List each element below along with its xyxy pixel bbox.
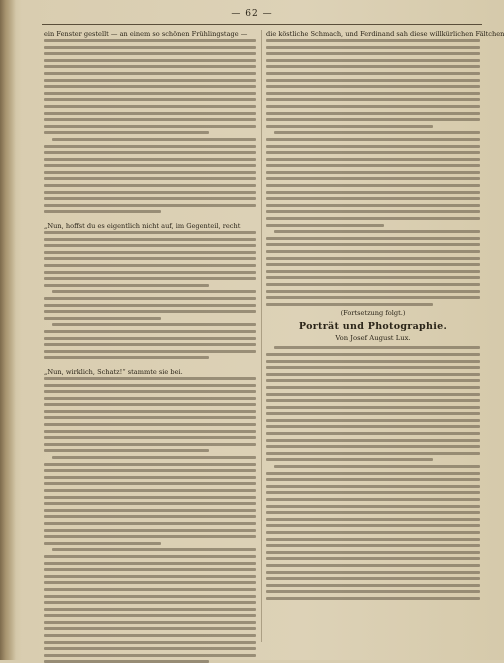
article-body bbox=[266, 346, 480, 600]
page-binding-shadow bbox=[0, 0, 16, 660]
header-rule bbox=[42, 24, 482, 25]
left-paragraph-2 bbox=[44, 231, 256, 359]
article-byline: Von Josef August Lux. bbox=[335, 334, 411, 343]
article-title: Porträt und Photographie. bbox=[298, 321, 448, 333]
left-opening-line: ein Fenster gestellt — an einem so schönen Frühlingstage — bbox=[44, 30, 248, 38]
continuation-note: (Fortsetzung folgt.) bbox=[340, 309, 406, 318]
left-quote-line: „Nun, hoffst du es eigentlich nicht auf, im Gegenteil, recht bbox=[44, 222, 241, 231]
left-paragraph-1 bbox=[44, 39, 256, 213]
right-column bbox=[266, 30, 504, 648]
right-opening-line: die köstliche Schmach, und Ferdinand sah diese willkürlichen Fältchen bbox=[266, 30, 504, 38]
left-remark-line: „Nun, wirklich, Schatz!“ stammte sie bei. bbox=[44, 367, 183, 376]
left-paragraph-3 bbox=[44, 377, 256, 663]
page-number: — 62 — bbox=[231, 9, 273, 19]
column-divider bbox=[261, 30, 262, 642]
right-paragraph-1 bbox=[266, 39, 480, 306]
left-column bbox=[44, 30, 256, 648]
